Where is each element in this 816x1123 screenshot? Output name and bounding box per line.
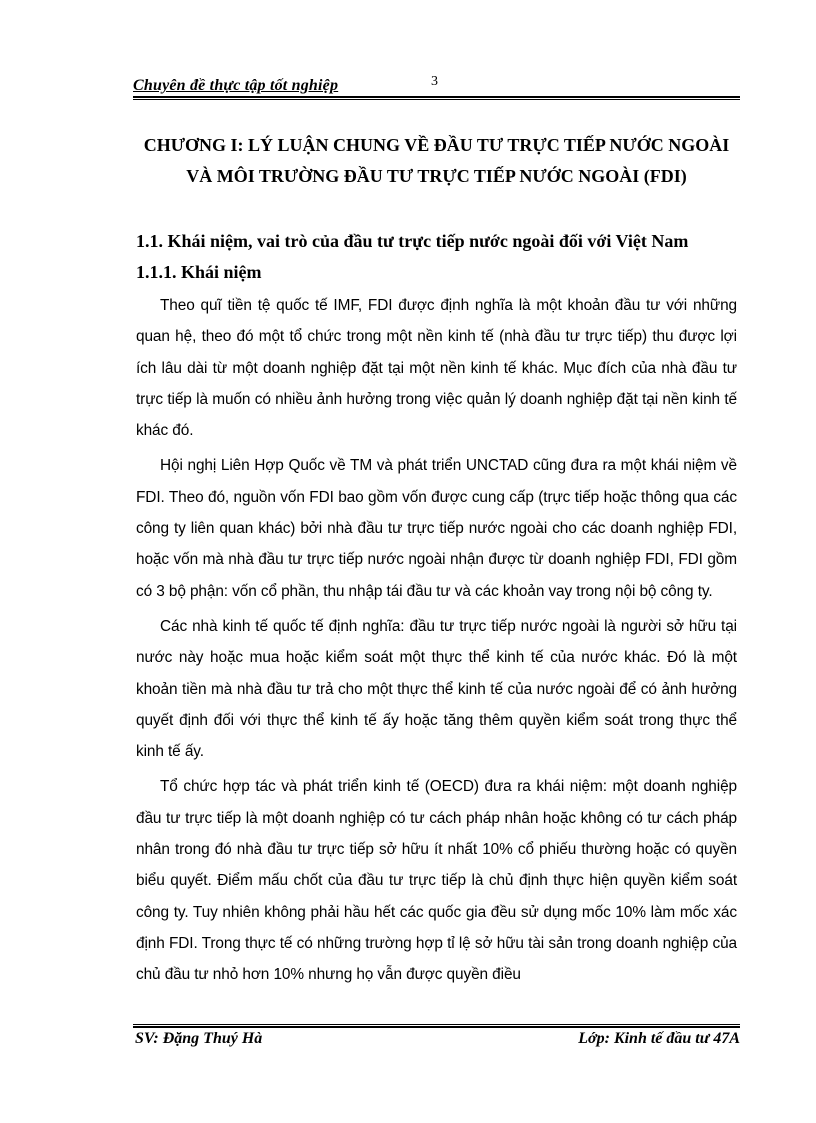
paragraph-unctad-definition: Hội nghị Liên Hợp Quốc về TM và phát triển UNCTAD cũng đưa ra một khái niệm về FDI. Theo đó, nguồn vốn FDI bao gồm vốn được cung cấp (trực tiếp hoặc thông qua các công ty liên quan khác) bởi nhà đầu tư trực tiếp nước ngoài cho các doanh nghiệp FDI, hoặc vốn mà nhà đầu tư trực tiếp nước ngoài nhận được từ doanh nghiệp FDI, FDI gồm có 3 bộ phận: vốn cổ phần, thu nhập tái đầu tư và các khoản vay trong nội bộ công ty. [136, 457, 737, 600]
header-rule [133, 96, 740, 100]
document-title: Chuyên đề thực tập tốt nghiệp [133, 77, 339, 94]
page-number: 3 [431, 74, 438, 89]
body-text [136, 290, 737, 995]
subsection-heading: 1.1.1. Khái niệm [136, 262, 262, 282]
class-name: Lớp: Kinh tế đầu tư 47A [578, 1030, 740, 1047]
chapter-title: CHƯƠNG I: LÝ LUẬN CHUNG VỀ ĐẦU TƯ TRỰC TIẾP NƯỚC NGOÀI VÀ MÔI TRƯỜNG ĐẦU TƯ TRỰC TIẾP NƯỚC NGOÀI (FDI) [143, 135, 730, 186]
page-header [133, 76, 740, 100]
footer-rule [133, 1024, 740, 1028]
paragraph-oecd-definition: Tổ chức hợp tác và phát triển kinh tế (OECD) đưa ra khái niệm: một doanh nghiệp đầu tư trực tiếp là một doanh nghiệp có tư cách pháp nhân hoặc không có tư cách pháp nhân trong đó nhà đầu tư trực tiếp sở hữu ít nhất 10% cổ phiếu thường hoặc có quyền biểu quyết. Điểm mấu chốt của đầu tư trực tiếp là chủ định thực hiện quyền kiểm soát công ty. Tuy nhiên không phải hầu hết các quốc gia đều sử dụng mốc 10% làm mốc xác định FDI. Trong thực tế có những trường hợp tỉ lệ sở hữu tài sản trong doanh nghiệp của chủ đầu tư nhỏ hơn 10% nhưng họ vẫn được quyền điều [136, 778, 737, 984]
paragraph-imf-definition: Theo quĩ tiền tệ quốc tế IMF, FDI được định nghĩa là một khoản đầu tư với những quan hệ, theo đó một tổ chức trong một nền kinh tế (nhà đầu tư trực tiếp) thu được lợi ích lâu dài từ một doanh nghiệp đặt tại một nền kinh tế khác. Mục đích của nhà đầu tư trực tiếp là muốn có nhiều ảnh hưởng trong việc quản lý doanh nghiệp đặt tại nền kinh tế khác đó. [136, 297, 737, 440]
section-heading: 1.1. Khái niệm, vai trò của đầu tư trực tiếp nước ngoài đối với Việt Nam [136, 231, 689, 251]
page-footer [133, 1024, 740, 1054]
student-name: SV: Đặng Thuý Hà [135, 1030, 263, 1047]
paragraph-economists-definition: Các nhà kinh tế quốc tế định nghĩa: đầu tư trực tiếp nước ngoài là người sở hữu tại nước này hoặc mua hoặc kiểm soát một thực thể kinh tế của nước khác. Đó là một khoản tiền mà nhà đầu tư trả cho một thực thể kinh tế của nước ngoài để có ảnh hưởng quyết định đối với thực thể kinh tế ấy hoặc tăng thêm quyền kiểm soát trong thực thể kinh tế ấy. [136, 617, 737, 761]
